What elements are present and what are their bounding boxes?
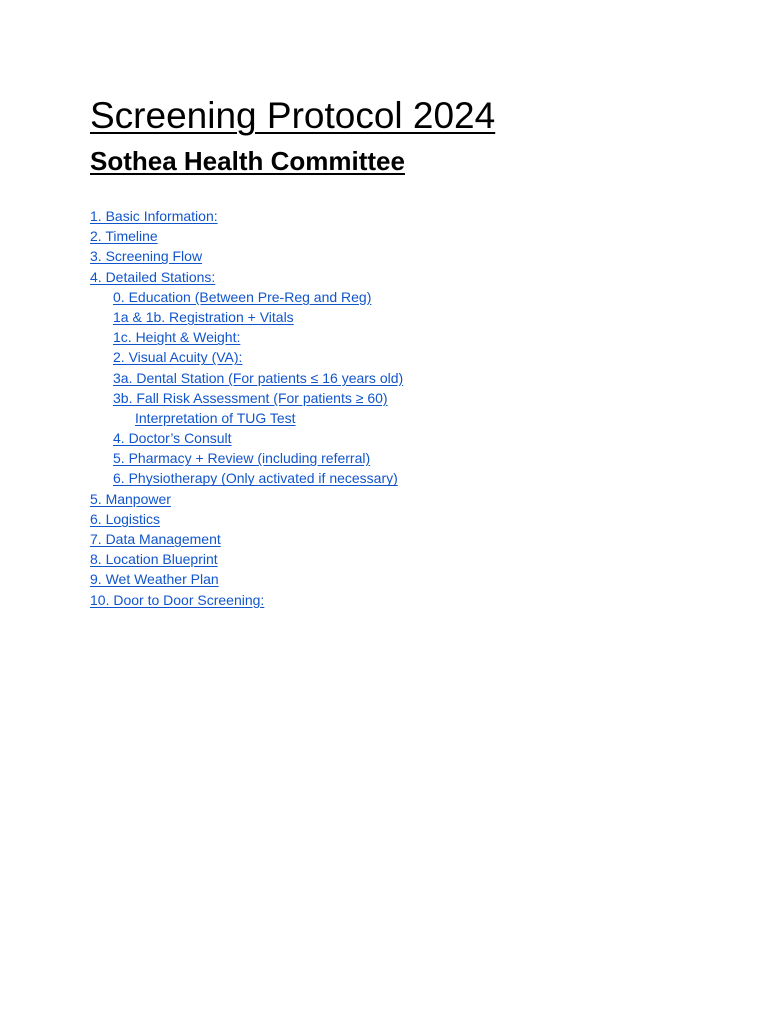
toc-link-wet-weather-plan[interactable]: 9. Wet Weather Plan: [90, 571, 219, 588]
document-subtitle: Sothea Health Committee: [90, 146, 405, 176]
toc-item: [90, 307, 403, 327]
toc-item: [90, 529, 403, 549]
toc-item: [90, 206, 403, 226]
toc-item: [90, 287, 403, 307]
toc-item: [90, 347, 403, 367]
table-of-contents: [90, 206, 403, 610]
toc-link-height-weight[interactable]: 1c. Height & Weight:: [113, 329, 241, 346]
toc-item: [90, 468, 403, 488]
toc-item: [90, 569, 403, 589]
toc-link-visual-acuity[interactable]: 2. Visual Acuity (VA):: [113, 349, 243, 366]
toc-link-timeline[interactable]: 2. Timeline: [90, 228, 158, 245]
toc-link-logistics[interactable]: 6. Logistics: [90, 510, 161, 527]
toc-link-fall-risk-assessment[interactable]: 3b. Fall Risk Assessment (For patients ≥ 60): [113, 389, 388, 406]
toc-item: [90, 267, 403, 287]
toc-item: [90, 408, 403, 428]
toc-link-pharmacy-review[interactable]: 5. Pharmacy + Review (including referral): [113, 450, 371, 467]
toc-item: [90, 489, 403, 509]
toc-link-doctors-consult[interactable]: 4. Doctor’s Consult: [113, 430, 232, 447]
toc-link-door-to-door-screening[interactable]: 10. Door to Door Screening:: [90, 591, 265, 608]
toc-item: [90, 428, 403, 448]
toc-item: [90, 226, 403, 246]
toc-item: [90, 368, 403, 388]
toc-link-screening-flow[interactable]: 3. Screening Flow: [90, 248, 203, 265]
toc-link-detailed-stations[interactable]: 4. Detailed Stations:: [90, 268, 216, 285]
toc-item: [90, 549, 403, 569]
toc-item: [90, 590, 403, 610]
toc-item: [90, 388, 403, 408]
toc-link-basic-information[interactable]: 1. Basic Information:: [90, 208, 218, 224]
toc-link-tug-interpretation[interactable]: Interpretation of TUG Test: [135, 409, 296, 426]
toc-link-education[interactable]: 0. Education (Between Pre-Reg and Reg): [113, 288, 372, 305]
toc-item: [90, 327, 403, 347]
toc-link-physiotherapy[interactable]: 6. Physiotherapy (Only activated if necessary): [113, 470, 398, 487]
toc-item: [90, 246, 403, 266]
toc-link-location-blueprint[interactable]: 8. Location Blueprint: [90, 551, 218, 568]
toc-item: [90, 509, 403, 529]
toc-link-data-management[interactable]: 7. Data Management: [90, 531, 221, 547]
toc-link-registration-vitals[interactable]: 1a & 1b. Registration + Vitals: [113, 308, 294, 325]
toc-link-dental-station[interactable]: 3a. Dental Station (For patients ≤ 16 years old): [113, 369, 404, 386]
document-title: Screening Protocol 2024: [90, 95, 496, 136]
toc-link-manpower[interactable]: 5. Manpower: [90, 490, 171, 507]
toc-item: [90, 448, 403, 468]
